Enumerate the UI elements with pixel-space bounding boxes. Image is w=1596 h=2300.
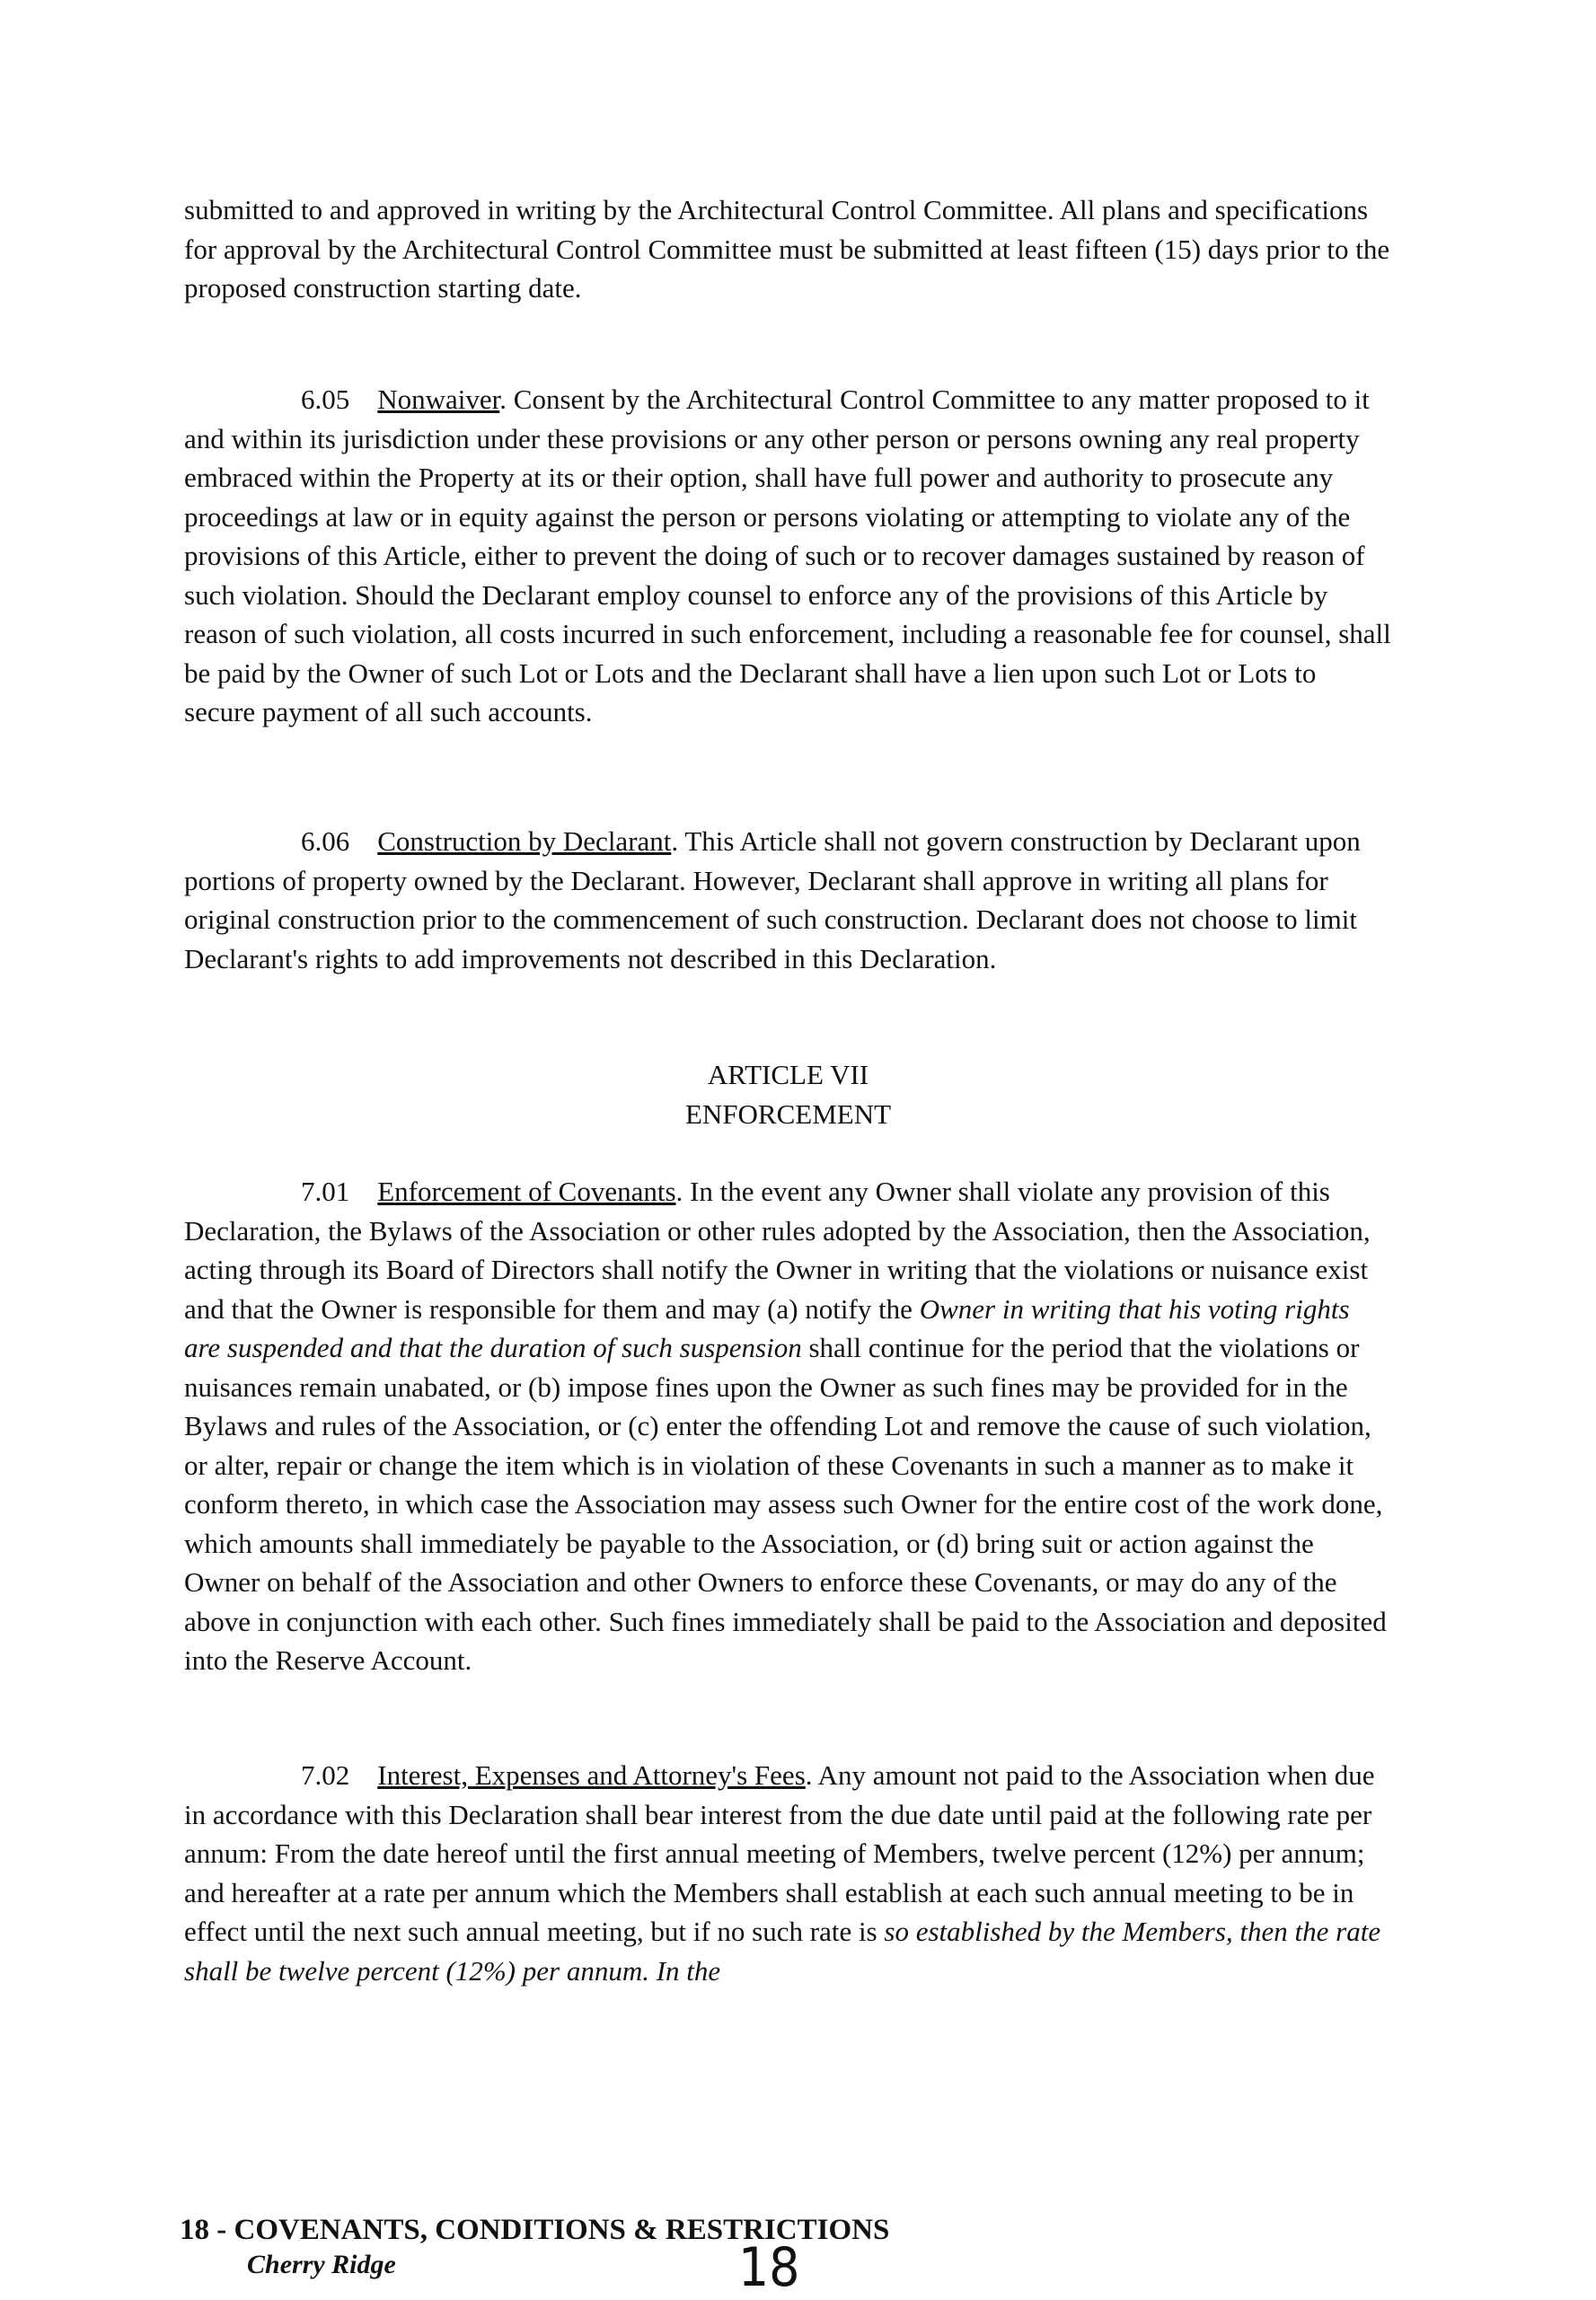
section-title: Enforcement of Covenants bbox=[377, 1176, 676, 1207]
section-text-continued: shall continue for the period that the violations or nuisances remain unabated, or (b) impose fines upon the Owner as such fines may be provided for in the Bylaws and rules of the Association, or (c) enter the offending Lot and remove the cause of such violation, or alter, repair or change the item which is in violation of these Covenants in such a manner as to make it conform thereto, in which case the Association may assess such Owner for the entire cost of the work done, which amounts shall immediately be payable to the Association, or (d) bring suit or action against the Owner on behalf of the Association and other Owners to enforce these Covenants, or may do any of the above in conjunction with each other. Such fines immediately shall be paid to the Association and deposited into the Reserve Account. bbox=[184, 1332, 1387, 1676]
section-7-02 bbox=[184, 1756, 1392, 1990]
section-text: . Consent by the Architectural Control Committee to any matter proposed to it and within its jurisdiction under these provisions or any other person or persons owning any real property embraced within the Property at its or their option, shall have full power and authority to prosecute any proceedings at law or in equity against the person or persons violating or attempting to violate any of the provisions of this Article, either to prevent the doing of such or to recover damages sustained by reason of such violation. Should the Declarant employ counsel to enforce any of the provisions of this Article by reason of such violation, all costs incurred in such enforcement, including a reasonable fee for counsel, shall be paid by the Owner of such Lot or Lots and the Declarant shall have a lien upon such Lot or Lots to secure payment of all such accounts. bbox=[184, 383, 1391, 727]
section-7-01 bbox=[184, 1172, 1392, 1680]
footer-separator: - bbox=[216, 2214, 227, 2246]
section-text: . In the event any Owner shall violate any provision of this Declaration, the Bylaws of the Association or other rules adopted by the Association, then the Association, acting through its Board of Directors shall notify the Owner in writing that the violations or nuisance exist and that the Owner is responsible for them and may (a) notify the bbox=[184, 1176, 1371, 1325]
section-number: 7.01 bbox=[301, 1176, 350, 1207]
footer-subtitle: Cherry Ridge bbox=[247, 2250, 396, 2279]
section-number: 7.02 bbox=[301, 1759, 350, 1791]
section-text: . This Article shall not govern construction by Declarant upon portions of property owned by the Declarant. However, Declarant shall approve in writing all plans for original construction prior to the commencement of such construction. Declarant does not choose to limit Declarant's rights to add improvements not described in this Declaration. bbox=[184, 825, 1361, 974]
section-number: 6.06 bbox=[301, 825, 350, 857]
section-title: Interest, Expenses and Attorney's Fees bbox=[377, 1759, 806, 1791]
section-6-05 bbox=[184, 380, 1392, 732]
section-number: 6.05 bbox=[301, 383, 350, 415]
paragraph-continuation bbox=[184, 190, 1392, 308]
article-heading bbox=[184, 1055, 1392, 1133]
section-6-06 bbox=[184, 822, 1392, 978]
paragraph-text: submitted to and approved in writing by the Architectural Control Committee. All plans and specifications for approval by the Architectural Control Committee must be submitted at least fifteen (15) days prior to the proposed construction starting date. bbox=[184, 194, 1390, 304]
article-title: ENFORCEMENT bbox=[684, 1097, 892, 1130]
article-number: ARTICLE VII bbox=[707, 1059, 869, 1090]
section-text: . Any amount not paid to the Association when due in accordance with this Declaration shall bear interest from the due date until paid at the following rate per annum: From the date hereof until the first annual meeting of Members, twelve percent (12%) per annum; and hereafter at a rate per annum which the Members shall establish at each such annual meeting to be in effect until the next such annual meeting, but if no such rate is bbox=[184, 1759, 1375, 1947]
section-text-italic: so established by the Members, then the rate shall be twelve percent (12%) per annum. In the bbox=[184, 1916, 1381, 1987]
handwritten-page-mark: 18 bbox=[737, 2236, 800, 2299]
footer-doc-title: COVENANTS, CONDITIONS & RESTRICTIONS bbox=[234, 2214, 890, 2246]
section-title: Nonwaiver bbox=[377, 383, 500, 415]
page-footer bbox=[180, 2212, 1168, 2282]
section-text-italic: Owner in writing that his voting rights are suspended and that the duration of such suspension bbox=[184, 1292, 1350, 1363]
footer-title-line bbox=[180, 2212, 1168, 2248]
section-title: Construction by Declarant bbox=[377, 825, 672, 857]
footer-page-number: 18 bbox=[180, 2214, 209, 2246]
